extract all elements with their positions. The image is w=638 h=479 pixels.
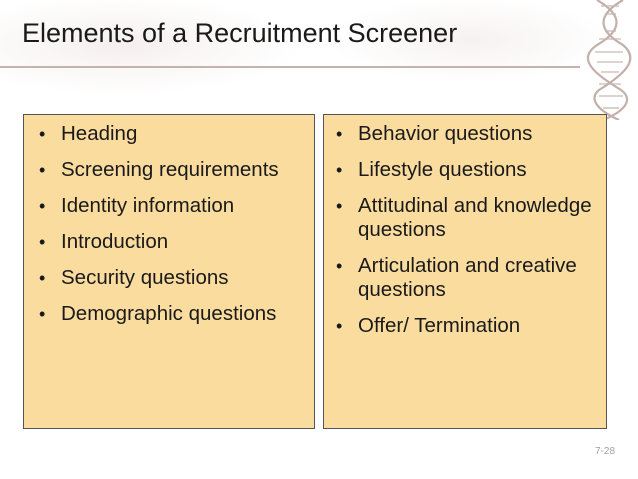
slide-title: Elements of a Recruitment Screener (22, 18, 458, 48)
list-item: • Identity information (39, 194, 235, 217)
list-item: • Offer/ Termination (336, 314, 521, 337)
bullet-icon: • (39, 268, 46, 288)
list-item: • Introduction (39, 230, 169, 253)
bullet-icon: • (336, 196, 343, 216)
left-bullet-list (24, 115, 314, 326)
bullet-icon: • (39, 196, 46, 216)
bullet-icon: • (39, 232, 46, 252)
title-divider (0, 66, 580, 68)
page-number: 7-28 (594, 446, 615, 457)
list-item: • Articulation and creative questions (336, 254, 577, 301)
right-content-box (323, 114, 607, 429)
left-content-box (23, 114, 315, 429)
bullet-icon: • (39, 160, 46, 180)
right-bullet-list (324, 115, 606, 338)
bullet-icon: • (39, 124, 46, 144)
bullet-icon: • (39, 304, 46, 324)
list-item: • Screening requirements (39, 158, 279, 181)
bullet-icon: • (336, 160, 343, 180)
bullet-icon: • (336, 256, 343, 276)
list-item: • Security questions (39, 266, 229, 289)
list-item: • Lifestyle questions (336, 158, 527, 181)
bullet-icon: • (336, 316, 343, 336)
bullet-icon: • (336, 124, 343, 144)
list-item: • Attitudinal and knowledge questions (336, 194, 592, 241)
list-item: • Demographic questions (39, 302, 277, 325)
dna-helix-icon (583, 0, 638, 120)
list-item: • Heading (39, 122, 138, 145)
list-item: • Behavior questions (336, 122, 533, 145)
